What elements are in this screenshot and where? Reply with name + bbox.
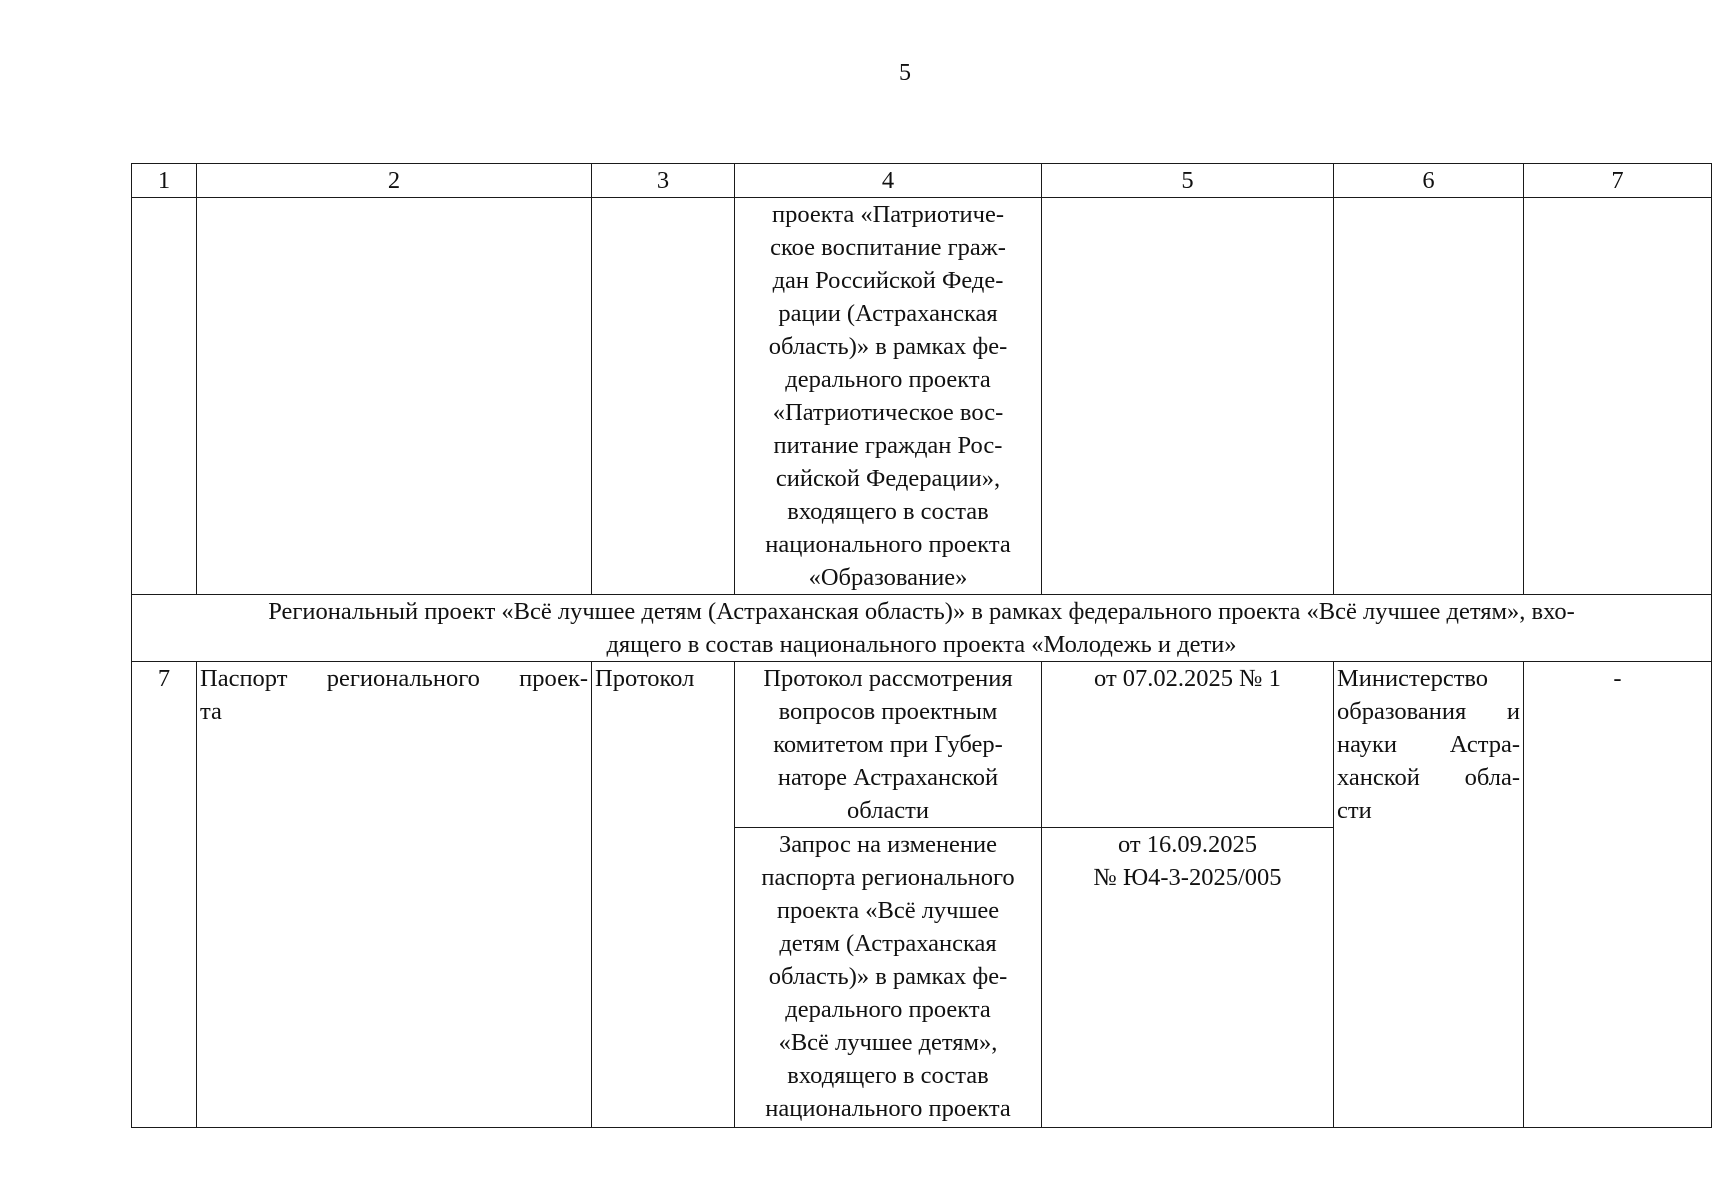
document-2-name: Запрос на изменение паспорта регионального проекта «Всё лучшее детям (Астраханская область)» в рамках фе- дерального проекта «Всё лучшее детям», входящего в состав национального проекта [735, 828, 1042, 1128]
document-kind-cell: Протокол [592, 662, 735, 1128]
document-2-date: от 16.09.2025 № Ю4-3-2025/005 [1042, 828, 1334, 1128]
continuation-col-5 [1042, 198, 1334, 595]
header-col-3: 3 [592, 164, 735, 198]
note-cell: - [1524, 662, 1712, 1128]
header-col-6: 6 [1334, 164, 1524, 198]
section-title: Региональный проект «Всё лучшее детям (Астраханская область)» в рамках федерального проекта «Всё лучшее детям», вхо- дящего в состав национального проекта «Молодежь и дети» [132, 595, 1712, 662]
document-1-date: от 07.02.2025 № 1 [1042, 662, 1334, 828]
continuation-document-name: проекта «Патриотиче- ское воспитание граж- дан Российской Феде- рации (Астраханская область)» в рамках фе- дерального проекта «Патриотическое вос- питание граждан Рос- сийской Федерации», входящего в состав национального проекта «Образование» [735, 198, 1042, 595]
header-col-5: 5 [1042, 164, 1334, 198]
header-row [132, 164, 1712, 198]
document-type-cell: Паспорт регионального проек- та [197, 662, 592, 1128]
row-number: 7 [132, 662, 197, 1128]
table-row-7 [132, 662, 1712, 828]
header-col-1: 1 [132, 164, 197, 198]
responsible-body-cell: Министерство образования и науки Астра- ханской обла- сти [1334, 662, 1524, 1128]
continuation-col-7 [1524, 198, 1712, 595]
header-col-7: 7 [1524, 164, 1712, 198]
continuation-col-6 [1334, 198, 1524, 595]
continuation-row [132, 198, 1712, 595]
continuation-col-1 [132, 198, 197, 595]
page-number: 5 [899, 60, 911, 86]
header-col-4: 4 [735, 164, 1042, 198]
continuation-col-2 [197, 198, 592, 595]
continuation-col-3 [592, 198, 735, 595]
section-row [132, 595, 1712, 662]
document-table [131, 163, 1712, 1128]
document-1-name: Протокол рассмотрения вопросов проектным комитетом при Губер- наторе Астраханской области [735, 662, 1042, 828]
header-col-2: 2 [197, 164, 592, 198]
